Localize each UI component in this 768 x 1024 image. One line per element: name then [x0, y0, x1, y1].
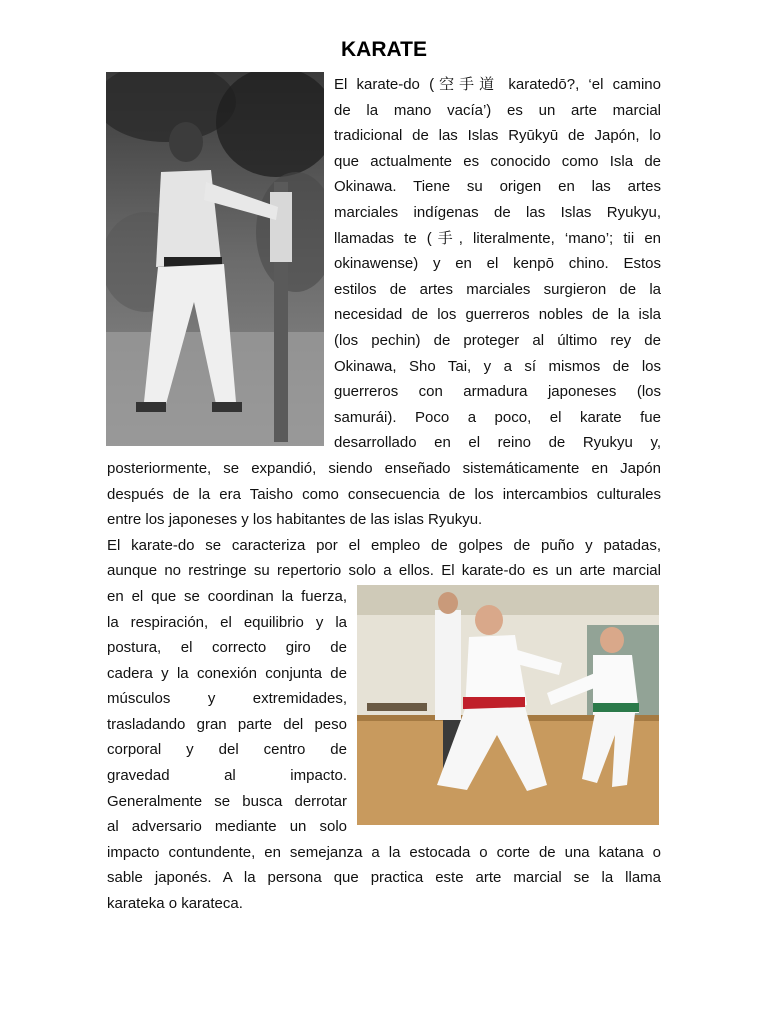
paragraph-1-line-18: entre los japoneses y los habitantes de las islas Ryukyu.: [107, 511, 483, 528]
page-title: KARATE: [341, 38, 427, 61]
paragraph-1-line-17: después de la era Taisho como consecuencia de los intercambios culturales: [107, 486, 661, 503]
paragraph-2-line-13: impacto contundente, en semejanza a la estocada o corte de una katana o: [107, 844, 661, 861]
paragraph-1-line-10: necesidad de los guerreros nobles de la isla: [334, 306, 661, 323]
paragraph-2-line-9: corporal y del centro de: [107, 741, 347, 758]
paragraph-2-line-12: al adversario mediante un solo: [107, 818, 347, 835]
paragraph-1-line-12: Okinawa, Sho Tai, y a sí mismos de los: [334, 358, 661, 375]
paragraph-2-line-15: karateka o karateca.: [107, 895, 243, 912]
paragraph-2-line-10: gravedad al impacto.: [107, 767, 347, 784]
paragraph-1-line-7: llamadas te (手, literalmente, ‘mano’; tii en: [334, 230, 661, 247]
historic-photo-drawing: [106, 72, 324, 446]
karate-sparring-photo: [357, 585, 659, 825]
paragraph-1-line-4: que actualmente es conocido como Isla de: [334, 153, 661, 170]
historic-karate-master-photo: [106, 72, 324, 446]
paragraph-2-line-5: postura, el correcto giro de: [107, 639, 347, 656]
paragraph-2-line-1: El karate-do se caracteriza por el empleo de golpes de puño y patadas,: [107, 537, 661, 554]
sparring-photo-drawing: [357, 585, 659, 825]
paragraph-2-line-4: la respiración, el equilibrio y la: [107, 614, 347, 631]
paragraph-1-line-16: posteriormente, se expandió, siendo enseñado sistemáticamente en Japón: [107, 460, 661, 477]
paragraph-2-line-14: sable japonés. A la persona que practica este arte marcial se la llama: [107, 869, 661, 886]
paragraph-1-line-15: desarrollado en el reino de Ryukyu y,: [334, 434, 661, 451]
paragraph-2-line-8: trasladando gran parte del peso: [107, 716, 347, 733]
paragraph-2-line-6: cadera y la conexión conjunta de: [107, 665, 347, 682]
paragraph-2-line-7: músculos y extremidades,: [107, 690, 347, 707]
paragraph-1-line-9: estilos de artes marciales surgieron de la: [334, 281, 661, 298]
paragraph-1-line-8: okinawense) y en el kenpō chino. Estos: [334, 255, 661, 272]
paragraph-1-line-13: guerreros con armadura japoneses (los: [334, 383, 661, 400]
paragraph-1-line-6: marciales indígenas de las Islas Ryukyu,: [334, 204, 661, 221]
paragraph-2-line-11: Generalmente se busca derrotar: [107, 793, 347, 810]
paragraph-2-line-3: en el que se coordinan la fuerza,: [107, 588, 347, 605]
paragraph-1-line-3: tradicional de las Islas Ryūkyū de Japón, lo: [334, 127, 661, 144]
paragraph-2-line-2: aunque no restringe su repertorio solo a ellos. El karate-do es un arte marcial: [107, 562, 661, 579]
paragraph-1-line-14: samurái). Poco a poco, el karate fue: [334, 409, 661, 426]
paragraph-1-line-5: Okinawa. Tiene su origen en las artes: [334, 178, 661, 195]
paragraph-1-line-2: de la mano vacía’) es un arte marcial: [334, 102, 661, 119]
paragraph-1-line-1: El karate-do (空手道 karatedō?, ‘el camino: [334, 76, 661, 93]
paragraph-1-line-11: (los pechin) de proteger al último rey de: [334, 332, 661, 349]
